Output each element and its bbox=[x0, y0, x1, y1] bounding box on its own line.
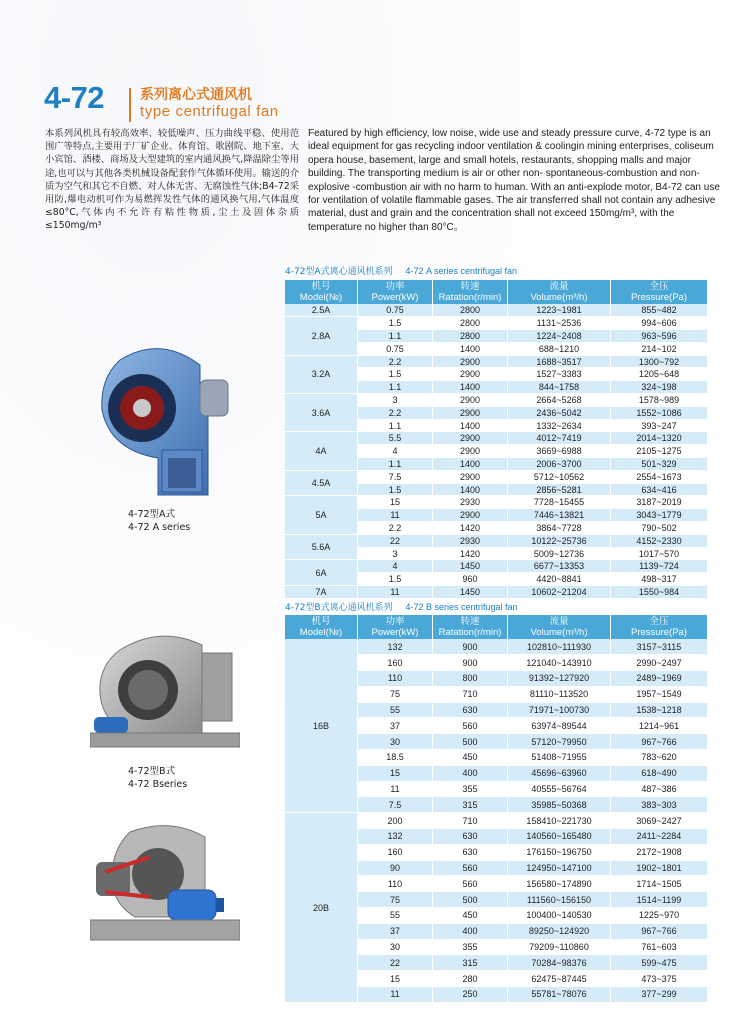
fan-b-image bbox=[90, 625, 240, 755]
fan-a-caption bbox=[128, 508, 190, 534]
volume-cell: 1527~3383 bbox=[508, 368, 611, 381]
pressure-cell: 790~502 bbox=[611, 522, 708, 535]
volume-cell: 102810~111930 bbox=[508, 639, 611, 655]
power-cell: 11 bbox=[358, 781, 433, 797]
pressure-cell: 1538~1218 bbox=[611, 702, 708, 718]
volume-cell: 156580~174890 bbox=[508, 876, 611, 892]
col-volume bbox=[508, 280, 611, 304]
power-cell: 1.1 bbox=[358, 419, 433, 432]
pressure-cell: 487~386 bbox=[611, 781, 708, 797]
volume-cell: 2856~5281 bbox=[508, 483, 611, 496]
volume-cell: 2664~5268 bbox=[508, 394, 611, 407]
power-cell: 132 bbox=[358, 829, 433, 845]
pressure-cell: 1017~570 bbox=[611, 547, 708, 560]
speed-cell: 2800 bbox=[433, 317, 508, 330]
series-a-caption-en: 4-72 A series centrifugal fan bbox=[405, 266, 518, 276]
power-cell: 30 bbox=[358, 734, 433, 750]
speed-cell: 450 bbox=[433, 908, 508, 924]
speed-cell: 560 bbox=[433, 718, 508, 734]
speed-cell: 2930 bbox=[433, 496, 508, 509]
col-speed bbox=[433, 280, 508, 304]
pressure-cell: 1714~1505 bbox=[611, 876, 708, 892]
volume-cell: 71971~100730 bbox=[508, 702, 611, 718]
power-cell: 75 bbox=[358, 686, 433, 702]
pressure-cell: 1514~1199 bbox=[611, 892, 708, 908]
volume-cell: 1131~2536 bbox=[508, 317, 611, 330]
volume-cell: 158410~221730 bbox=[508, 813, 611, 829]
power-cell: 90 bbox=[358, 860, 433, 876]
volume-cell: 81110~113520 bbox=[508, 686, 611, 702]
volume-cell: 1688~3517 bbox=[508, 355, 611, 368]
col-volume-cn: 流量 bbox=[549, 281, 569, 292]
pressure-cell: 1550~984 bbox=[611, 586, 708, 599]
pressure-cell: 4152~2330 bbox=[611, 534, 708, 547]
speed-cell: 2900 bbox=[433, 394, 508, 407]
pressure-cell: 634~416 bbox=[611, 483, 708, 496]
pressure-cell: 3043~1779 bbox=[611, 509, 708, 522]
power-cell: 0.75 bbox=[358, 304, 433, 317]
volume-cell: 70284~98376 bbox=[508, 955, 611, 971]
speed-cell: 2900 bbox=[433, 509, 508, 522]
volume-cell: 124950~147100 bbox=[508, 860, 611, 876]
col-speed-en: Ratation(r/min) bbox=[438, 292, 502, 303]
volume-cell: 79209~110860 bbox=[508, 939, 611, 955]
volume-cell: 40555~56764 bbox=[508, 781, 611, 797]
intro-cn: 本系列风机具有较高效率、较低噪声、压力曲线平稳、使用范围广等特点,主要用于厂矿企业、体育馆、歌剧院、地下室、大小宾馆、酒楼、商场及大型建筑的室内通风换气,降温除尘等用途,也可以与其他各类机械设备配套作气体循环使用。输送的介质为空气和其它不自燃、对人体无害、无腐蚀性气体;B4-72采用防,爆电动机可作为易燃挥发性气体的通风换气用,气体温度≤80°C,气体内不允许有粘性物质,尘土及固体杂质≤150mg/m³ bbox=[45, 128, 299, 232]
pressure-cell: 498~317 bbox=[611, 573, 708, 586]
power-cell: 22 bbox=[358, 534, 433, 547]
speed-cell: 315 bbox=[433, 797, 508, 813]
model-cell: 7A bbox=[285, 586, 358, 599]
volume-cell: 111560~156150 bbox=[508, 892, 611, 908]
fan-b-caption-en: 4-72 Bseries bbox=[128, 779, 188, 790]
speed-cell: 355 bbox=[433, 781, 508, 797]
col-model-cn: 机号 bbox=[311, 281, 331, 292]
speed-cell: 2900 bbox=[433, 368, 508, 381]
volume-cell: 45696~63960 bbox=[508, 765, 611, 781]
volume-cell: 3864~7728 bbox=[508, 522, 611, 535]
volume-cell: 62475~87445 bbox=[508, 971, 611, 987]
pressure-cell: 2172~1908 bbox=[611, 844, 708, 860]
series-a-caption-cn: 4-72型A式离心通风机系列 bbox=[285, 267, 393, 277]
speed-cell: 1400 bbox=[433, 458, 508, 471]
model-cell: 6A bbox=[285, 560, 358, 586]
table-row bbox=[285, 639, 707, 655]
fan-b-drive-image bbox=[90, 822, 240, 952]
speed-cell: 1400 bbox=[433, 342, 508, 355]
col-model-en: Model(№) bbox=[299, 627, 343, 638]
pressure-cell: 1552~1086 bbox=[611, 406, 708, 419]
col-speed-en: Ratation(r/min) bbox=[438, 627, 502, 638]
table-row bbox=[285, 813, 707, 829]
model-cell: 4.5A bbox=[285, 470, 358, 496]
pressure-cell: 377~299 bbox=[611, 987, 708, 1003]
speed-cell: 630 bbox=[433, 844, 508, 860]
volume-cell: 7728~15455 bbox=[508, 496, 611, 509]
model-cell: 2.5A bbox=[285, 304, 358, 317]
speed-cell: 710 bbox=[433, 813, 508, 829]
speed-cell: 250 bbox=[433, 987, 508, 1003]
volume-cell: 4420~8841 bbox=[508, 573, 611, 586]
speed-cell: 900 bbox=[433, 639, 508, 655]
fan-a-caption-en: 4-72 A series bbox=[128, 522, 191, 533]
model-cell: 2.8A bbox=[285, 317, 358, 355]
pressure-cell: 2554~1673 bbox=[611, 470, 708, 483]
col-pressure bbox=[611, 280, 708, 304]
model-cell: 20B bbox=[285, 813, 358, 1003]
series-b-caption-cn: 4-72型B式离心通风机系列 bbox=[285, 603, 393, 613]
power-cell: 3 bbox=[358, 547, 433, 560]
power-cell: 18.5 bbox=[358, 750, 433, 766]
power-cell: 160 bbox=[358, 655, 433, 671]
speed-cell: 1400 bbox=[433, 483, 508, 496]
table-row bbox=[285, 432, 707, 445]
col-pressure-cn: 全压 bbox=[649, 616, 669, 627]
power-cell: 55 bbox=[358, 702, 433, 718]
model-cell: 4A bbox=[285, 432, 358, 470]
volume-cell: 6677~13353 bbox=[508, 560, 611, 573]
power-cell: 200 bbox=[358, 813, 433, 829]
title-divider bbox=[129, 88, 131, 122]
speed-cell: 1400 bbox=[433, 419, 508, 432]
volume-cell: 55781~78076 bbox=[508, 987, 611, 1003]
volume-cell: 4012~7419 bbox=[508, 432, 611, 445]
power-cell: 160 bbox=[358, 844, 433, 860]
volume-cell: 5009~12736 bbox=[508, 547, 611, 560]
speed-cell: 315 bbox=[433, 955, 508, 971]
pressure-cell: 214~102 bbox=[611, 342, 708, 355]
power-cell: 22 bbox=[358, 955, 433, 971]
table-row bbox=[285, 317, 707, 330]
col-model-cn: 机号 bbox=[311, 616, 331, 627]
pressure-cell: 1225~970 bbox=[611, 908, 708, 924]
pressure-cell: 3069~2427 bbox=[611, 813, 708, 829]
power-cell: 37 bbox=[358, 923, 433, 939]
table-row bbox=[285, 470, 707, 483]
table-row bbox=[285, 586, 707, 599]
table-row bbox=[285, 534, 707, 547]
table-row bbox=[285, 304, 707, 317]
volume-cell: 140560~165480 bbox=[508, 829, 611, 845]
table-row bbox=[285, 394, 707, 407]
power-cell: 132 bbox=[358, 639, 433, 655]
power-cell: 110 bbox=[358, 876, 433, 892]
series-b-caption bbox=[285, 600, 518, 613]
speed-cell: 2900 bbox=[433, 432, 508, 445]
speed-cell: 500 bbox=[433, 734, 508, 750]
pressure-cell: 967~766 bbox=[611, 734, 708, 750]
table-row bbox=[285, 496, 707, 509]
speed-cell: 2930 bbox=[433, 534, 508, 547]
col-speed-cn: 转速 bbox=[460, 616, 480, 627]
fan-a-image bbox=[90, 340, 240, 500]
col-power bbox=[358, 615, 433, 639]
model-cell: 3.2A bbox=[285, 355, 358, 393]
volume-cell: 51408~71955 bbox=[508, 750, 611, 766]
power-cell: 55 bbox=[358, 908, 433, 924]
model-cell: 5A bbox=[285, 496, 358, 534]
table-header-row bbox=[285, 280, 707, 304]
model-cell: 5.6A bbox=[285, 534, 358, 560]
title-en: type centrifugal fan bbox=[140, 103, 279, 120]
speed-cell: 280 bbox=[433, 971, 508, 987]
volume-cell: 7446~13821 bbox=[508, 509, 611, 522]
power-cell: 1.5 bbox=[358, 483, 433, 496]
pressure-cell: 1205~648 bbox=[611, 368, 708, 381]
pressure-cell: 383~303 bbox=[611, 797, 708, 813]
volume-cell: 2006~3700 bbox=[508, 458, 611, 471]
col-speed bbox=[433, 615, 508, 639]
series-a-table bbox=[285, 280, 707, 599]
series-b-body bbox=[285, 639, 707, 1002]
volume-cell: 5712~10562 bbox=[508, 470, 611, 483]
speed-cell: 2900 bbox=[433, 406, 508, 419]
pressure-cell: 761~603 bbox=[611, 939, 708, 955]
power-cell: 1.5 bbox=[358, 368, 433, 381]
col-model bbox=[285, 280, 358, 304]
power-cell: 5.5 bbox=[358, 432, 433, 445]
table-header-row bbox=[285, 615, 707, 639]
fan-b-caption bbox=[128, 765, 187, 791]
volume-cell: 57120~79950 bbox=[508, 734, 611, 750]
pressure-cell: 2411~2284 bbox=[611, 829, 708, 845]
series-a-body bbox=[285, 304, 707, 598]
pressure-cell: 1300~792 bbox=[611, 355, 708, 368]
pressure-cell: 1578~989 bbox=[611, 394, 708, 407]
power-cell: 1.1 bbox=[358, 381, 433, 394]
col-volume bbox=[508, 615, 611, 639]
intro-en: Featured by high efficiency, low noise, wide use and steady pressure curve, 4-72 type is an ideal equipment for gas recycling indoor ventilation & coolingin mining enterprises, coliseum opera house, basement, large and small hotels, restaurants, shopping malls and major building. The transporting medium is air or other non- spontaneous-combustion and non- explosive -combustion air with no harm to human. With an anti-explode motor, B4-72 can use for ventilation of volatile flammable gases. The air transferred shall not contain any adhesive material, dust and grain and the concentration shall not exceed 150mg/m³, with the temperature no higher than 80°C。 bbox=[308, 128, 720, 233]
pressure-cell: 2489~1969 bbox=[611, 671, 708, 687]
power-cell: 11 bbox=[358, 509, 433, 522]
col-pressure-en: Pressure(Pa) bbox=[631, 292, 687, 303]
speed-cell: 630 bbox=[433, 829, 508, 845]
col-volume-en: Volume(m³/h) bbox=[530, 292, 588, 303]
pressure-cell: 618~490 bbox=[611, 765, 708, 781]
col-volume-cn: 流量 bbox=[549, 616, 569, 627]
pressure-cell: 1139~724 bbox=[611, 560, 708, 573]
series-a-caption bbox=[285, 264, 517, 277]
col-power-en: Power(kW) bbox=[371, 292, 419, 303]
speed-cell: 960 bbox=[433, 573, 508, 586]
speed-cell: 2800 bbox=[433, 330, 508, 343]
power-cell: 7.5 bbox=[358, 470, 433, 483]
power-cell: 15 bbox=[358, 765, 433, 781]
col-power-cn: 功率 bbox=[385, 616, 405, 627]
col-model-en: Model(№) bbox=[299, 292, 343, 303]
power-cell: 37 bbox=[358, 718, 433, 734]
speed-cell: 2800 bbox=[433, 304, 508, 317]
speed-cell: 560 bbox=[433, 860, 508, 876]
model-title: 4-72 bbox=[44, 80, 105, 115]
col-power-en: Power(kW) bbox=[371, 627, 419, 638]
speed-cell: 900 bbox=[433, 655, 508, 671]
volume-cell: 176150~196750 bbox=[508, 844, 611, 860]
title-cn: 系列离心式通风机 bbox=[140, 87, 252, 103]
pressure-cell: 1214~961 bbox=[611, 718, 708, 734]
pressure-cell: 599~475 bbox=[611, 955, 708, 971]
speed-cell: 2900 bbox=[433, 355, 508, 368]
pressure-cell: 3157~3115 bbox=[611, 639, 708, 655]
col-model bbox=[285, 615, 358, 639]
power-cell: 2.2 bbox=[358, 355, 433, 368]
table-row bbox=[285, 355, 707, 368]
speed-cell: 400 bbox=[433, 765, 508, 781]
pressure-cell: 783~620 bbox=[611, 750, 708, 766]
volume-cell: 3669~6988 bbox=[508, 445, 611, 458]
volume-cell: 10122~25736 bbox=[508, 534, 611, 547]
power-cell: 15 bbox=[358, 496, 433, 509]
model-cell: 16B bbox=[285, 639, 358, 813]
pressure-cell: 3187~2019 bbox=[611, 496, 708, 509]
fan-a-caption-cn: 4-72型A式 bbox=[128, 509, 176, 520]
pressure-cell: 1957~1549 bbox=[611, 686, 708, 702]
pressure-cell: 855~482 bbox=[611, 304, 708, 317]
series-b-table bbox=[285, 615, 707, 1003]
volume-cell: 100400~140530 bbox=[508, 908, 611, 924]
power-cell: 11 bbox=[358, 987, 433, 1003]
col-volume-en: Volume(m³/h) bbox=[530, 627, 588, 638]
power-cell: 1.5 bbox=[358, 317, 433, 330]
power-cell: 1.5 bbox=[358, 573, 433, 586]
speed-cell: 710 bbox=[433, 686, 508, 702]
col-speed-cn: 转速 bbox=[460, 281, 480, 292]
series-b-caption-en: 4-72 B series centrifugal fan bbox=[405, 602, 518, 612]
pressure-cell: 967~766 bbox=[611, 923, 708, 939]
volume-cell: 121040~143910 bbox=[508, 655, 611, 671]
pressure-cell: 2105~1275 bbox=[611, 445, 708, 458]
power-cell: 2.2 bbox=[358, 406, 433, 419]
pressure-cell: 963~596 bbox=[611, 330, 708, 343]
model-cell: 3.6A bbox=[285, 394, 358, 432]
power-cell: 4 bbox=[358, 560, 433, 573]
pressure-cell: 994~606 bbox=[611, 317, 708, 330]
power-cell: 15 bbox=[358, 971, 433, 987]
power-cell: 3 bbox=[358, 394, 433, 407]
pressure-cell: 324~198 bbox=[611, 381, 708, 394]
volume-cell: 1332~2634 bbox=[508, 419, 611, 432]
volume-cell: 1224~2408 bbox=[508, 330, 611, 343]
pressure-cell: 473~375 bbox=[611, 971, 708, 987]
speed-cell: 2900 bbox=[433, 470, 508, 483]
table-row bbox=[285, 560, 707, 573]
col-pressure-cn: 全压 bbox=[649, 281, 669, 292]
speed-cell: 630 bbox=[433, 702, 508, 718]
power-cell: 75 bbox=[358, 892, 433, 908]
speed-cell: 500 bbox=[433, 892, 508, 908]
power-cell: 4 bbox=[358, 445, 433, 458]
pressure-cell: 2990~2497 bbox=[611, 655, 708, 671]
power-cell: 2.2 bbox=[358, 522, 433, 535]
power-cell: 11 bbox=[358, 586, 433, 599]
power-cell: 1.1 bbox=[358, 330, 433, 343]
col-power bbox=[358, 280, 433, 304]
col-power-cn: 功率 bbox=[385, 281, 405, 292]
speed-cell: 1420 bbox=[433, 522, 508, 535]
volume-cell: 63974~89544 bbox=[508, 718, 611, 734]
speed-cell: 1450 bbox=[433, 586, 508, 599]
volume-cell: 688~1210 bbox=[508, 342, 611, 355]
col-pressure-en: Pressure(Pa) bbox=[631, 627, 687, 638]
volume-cell: 89250~124920 bbox=[508, 923, 611, 939]
pressure-cell: 501~329 bbox=[611, 458, 708, 471]
power-cell: 30 bbox=[358, 939, 433, 955]
power-cell: 7.5 bbox=[358, 797, 433, 813]
speed-cell: 1400 bbox=[433, 381, 508, 394]
speed-cell: 355 bbox=[433, 939, 508, 955]
speed-cell: 1420 bbox=[433, 547, 508, 560]
speed-cell: 560 bbox=[433, 876, 508, 892]
pressure-cell: 1902~1801 bbox=[611, 860, 708, 876]
volume-cell: 10602~21204 bbox=[508, 586, 611, 599]
pressure-cell: 393~247 bbox=[611, 419, 708, 432]
volume-cell: 2436~5042 bbox=[508, 406, 611, 419]
volume-cell: 1223~1981 bbox=[508, 304, 611, 317]
pressure-cell: 2014~1320 bbox=[611, 432, 708, 445]
volume-cell: 91392~127920 bbox=[508, 671, 611, 687]
power-cell: 0.75 bbox=[358, 342, 433, 355]
speed-cell: 450 bbox=[433, 750, 508, 766]
volume-cell: 844~1758 bbox=[508, 381, 611, 394]
fan-b-caption-cn: 4-72型B式 bbox=[128, 766, 176, 777]
speed-cell: 2900 bbox=[433, 445, 508, 458]
speed-cell: 800 bbox=[433, 671, 508, 687]
col-pressure bbox=[611, 615, 708, 639]
volume-cell: 35985~50368 bbox=[508, 797, 611, 813]
power-cell: 110 bbox=[358, 671, 433, 687]
speed-cell: 1450 bbox=[433, 560, 508, 573]
speed-cell: 400 bbox=[433, 923, 508, 939]
power-cell: 1.1 bbox=[358, 458, 433, 471]
